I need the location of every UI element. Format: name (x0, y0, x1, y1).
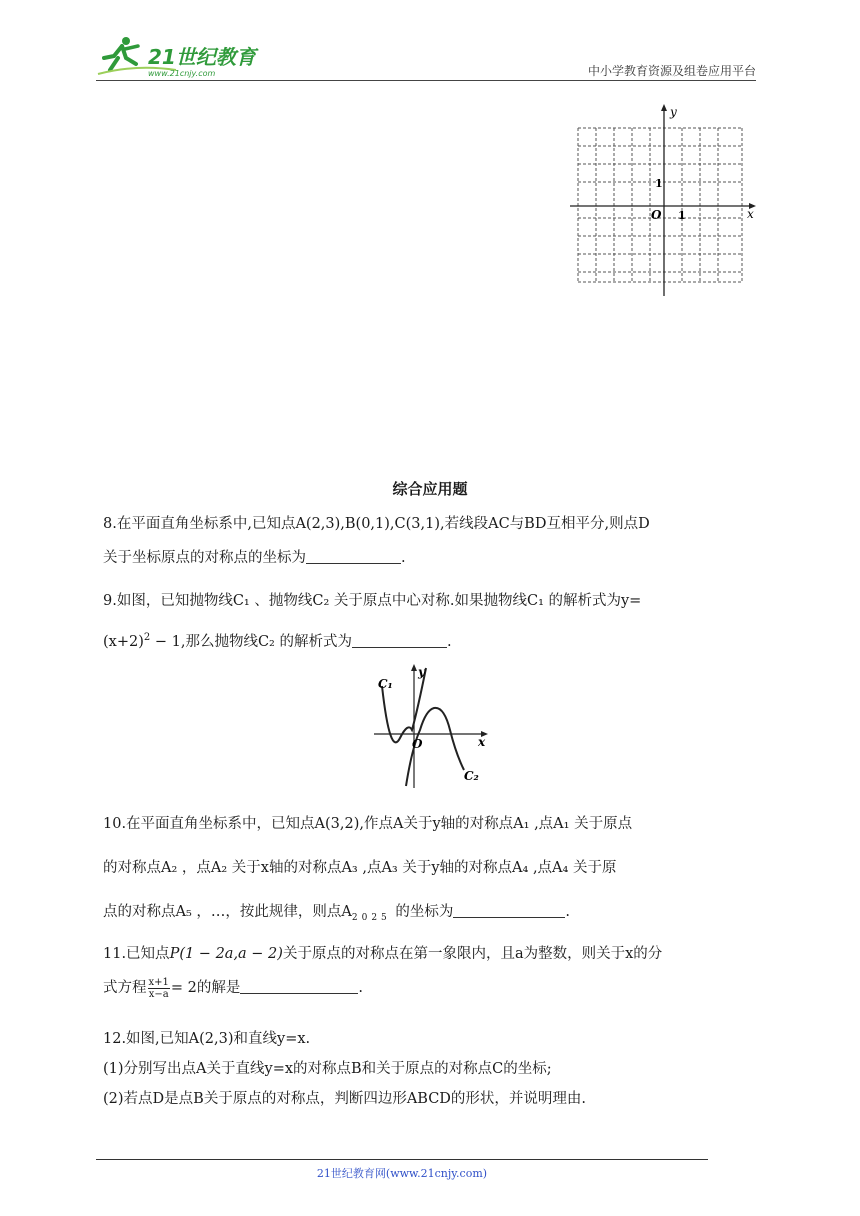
q11-math: P(1 − 2a,a − 2) (169, 946, 283, 962)
q8-period: . (401, 550, 406, 566)
q10-line3 (103, 900, 570, 923)
x-axis-label: x (478, 735, 486, 749)
q11-line2 (103, 976, 363, 1000)
site-logo (96, 34, 266, 80)
coordinate-grid-figure (566, 100, 762, 300)
parabola-figure (368, 658, 494, 792)
q10-answer-blank (453, 903, 565, 918)
q9-exponent: 2 (143, 632, 151, 644)
q9-period: . (446, 634, 452, 650)
q9-expr: (x+2) (103, 634, 144, 650)
q11-text: 11.已知点 (103, 946, 170, 962)
y-axis-arrow-icon (411, 664, 417, 671)
q11-answer-blank (240, 979, 358, 994)
q9-answer-blank (352, 633, 447, 648)
q10-line1: 10.在平面直角坐标系中，已知点A(3,2),作点A关于y轴的对称点A₁ ,点A₁ 关于原点 (103, 816, 633, 832)
q10-period: . (565, 904, 570, 920)
q11-text-b: 关于原点的对称点在第一象限内，且a为整数，则关于x的分 (282, 946, 663, 962)
y-axis-label: y (670, 105, 677, 119)
q11-fraction (148, 977, 170, 1000)
footer-text: 21世纪教育网(www.21cnjy.com) (316, 1167, 488, 1180)
logo-text: 21世纪教育 (148, 45, 256, 69)
fraction-denominator: x−a (148, 988, 169, 1000)
q10-text-b: 的坐标为 (390, 904, 454, 920)
c2-label: C₂ (464, 769, 479, 783)
x-axis-label: x (747, 207, 754, 221)
q10-text: 点的对称点A₅ ，…，按此规律，则点A (103, 904, 352, 920)
q9-line1: 9.如图，已知抛物线C₁ 、抛物线C₂ 关于原点中心对称.如果抛物线C₁ 的解析式为y= (103, 593, 642, 609)
q9-text: − 1,那么抛物线C₂ 的解析式为 (150, 634, 352, 650)
grid-lines (578, 128, 742, 282)
q8-line1: 8.在平面直角坐标系中,已知点A(2,3),B(0,1),C(3,1),若线段AC与BD互相平分,则点D (103, 516, 650, 532)
q11-line1 (103, 942, 662, 963)
q11-equation: = 2 (170, 980, 197, 996)
footer-divider (96, 1159, 708, 1160)
q11-text-c: 式方程 (103, 980, 147, 996)
q11-text-d: 的解是 (196, 980, 241, 996)
q12-line1: 12.如图,已知A(2,3)和直线y=x. (103, 1031, 311, 1047)
fraction-numerator: x+1 (148, 976, 169, 988)
y-axis-label: y (418, 665, 425, 679)
header-divider (96, 80, 756, 81)
q12-part1: (1)分别写出点A关于直线y=x的对称点B和关于原点的对称点C的坐标; (103, 1061, 552, 1077)
origin-label: O (651, 208, 662, 222)
q11-period: . (358, 980, 363, 996)
q10-subscript: 2025 (351, 912, 391, 923)
section-title: 综合应用题 (392, 480, 468, 498)
x-unit-label: 1 (678, 209, 686, 222)
logo-url: www.21cnjy.com (148, 69, 216, 78)
q10-line2: 的对称点A₂ ，点A₂ 关于x轴的对称点A₃ ,点A₃ 关于y轴的对称点A₄ ,点A₄ 关于原 (103, 860, 617, 876)
q8-text: 关于坐标原点的对称点的坐标为 (103, 550, 306, 566)
c1-label: C₁ (378, 677, 393, 691)
y-axis-arrow-icon (661, 104, 667, 111)
q8-answer-blank (306, 549, 401, 564)
page-header (96, 28, 756, 84)
y-unit-label: 1 (655, 177, 663, 190)
platform-name: 中小学教育资源及组卷应用平台 (587, 64, 756, 78)
q8-line2 (103, 546, 406, 567)
q9-line2 (103, 630, 452, 651)
origin-label: O (412, 737, 423, 751)
q12-part2: (2)若点D是点B关于原点的对称点，判断四边形ABCD的形状，并说明理由. (103, 1091, 587, 1107)
